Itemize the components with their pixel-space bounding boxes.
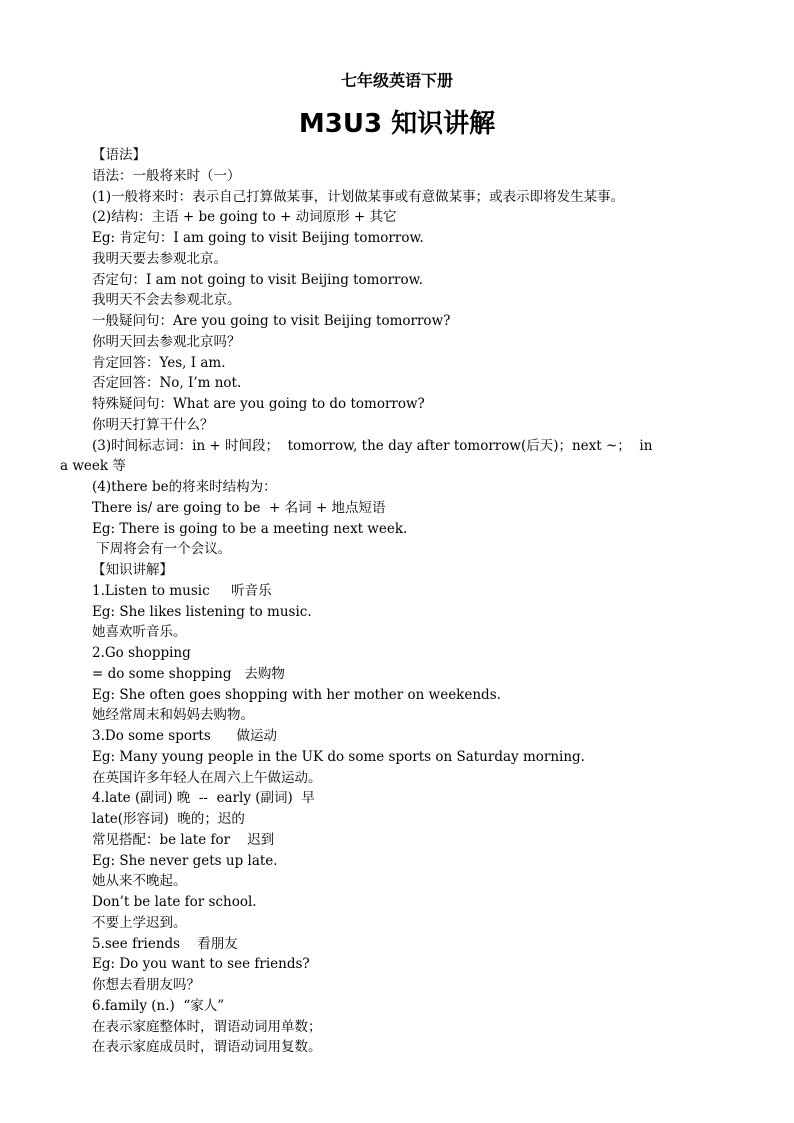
text-line-continuation: a week 等 [60, 458, 126, 475]
text-line: 下周将会有一个会议。 [92, 541, 232, 558]
text-line: (1)一般将来时：表示自己打算做某事，计划做某事或有意做某事；或表示即将发生某事。 [92, 188, 625, 205]
text-line: 否定句：I am not going to visit Beijing tomorrow. [92, 271, 423, 288]
text-line: Don’t be late for school. [92, 894, 257, 910]
section-heading-grammar: 【语法】 [92, 147, 146, 163]
text-line: 你明天打算干什么？ [92, 416, 214, 433]
text-line: Eg: There is going to be a meeting next week. [92, 520, 408, 537]
text-line: late(形容词) 晚的；迟的 [92, 811, 245, 827]
text-line: 一般疑问句：Are you going to visit Beijing tomorrow? [92, 313, 451, 329]
text-line: = do some shopping 去购物 [92, 665, 285, 682]
text-line: 2.Go shopping [92, 645, 191, 661]
text-line: 她经常周末和妈妈去购物。 [92, 707, 254, 724]
text-line: Eg: Many young people in the UK do some sports on Saturday morning. [92, 748, 585, 765]
text-line: 特殊疑问句：What are you going to do tomorrow? [92, 396, 425, 412]
text-line: 你想去看朋友吗？ [92, 977, 200, 993]
text-line: 在英国许多年轻人在周六上午做运动。 [92, 769, 322, 786]
document-subtitle: 七年级英语下册 [340, 71, 453, 90]
text-line: 不要上学迟到。 [92, 914, 187, 931]
text-line: 她从来不晚起。 [92, 873, 187, 890]
text-line: 她喜欢听音乐。 [92, 624, 187, 641]
text-line: 常见搭配：be late for 迟到 [92, 831, 275, 848]
text-line: (4)there be的将来时结构为： [92, 479, 277, 495]
text-line: 否定回答：No, I’m not. [92, 375, 242, 392]
text-line: (3)时间标志词：in + 时间段； tomorrow, the day after tomorrow(后天)；next ~； in [92, 437, 653, 454]
text-line: 5.see friends 看朋友 [92, 935, 238, 952]
document-title: M3U3 知识讲解 [298, 109, 496, 139]
text-line: Eg: 肯定句：I am going to visit Beijing tomorrow. [92, 230, 424, 246]
text-line: There is/ are going to be + 名词 + 地点短语 [92, 499, 386, 516]
text-line: 我明天要去参观北京。 [92, 250, 227, 267]
section-heading-knowledge: 【知识讲解】 [92, 562, 173, 578]
text-line: 在表示家庭整体时，谓语动词用单数； [92, 1018, 322, 1035]
text-line: 语法：一般将来时（一） [92, 167, 241, 184]
text-line: (2)结构：主语 + be going to + 动词原形 + 其它 [92, 209, 397, 226]
text-line: 肯定回答：Yes, I am. [92, 354, 226, 371]
text-line: Eg: She often goes shopping with her mother on weekends. [92, 686, 501, 703]
text-line: 你明天回去参观北京吗？ [92, 333, 241, 350]
text-line: 6.family (n.) “家人” [92, 997, 225, 1014]
text-line: 3.Do some sports 做运动 [92, 728, 278, 744]
text-line: Eg: She never gets up late. [92, 852, 278, 869]
document-body [60, 145, 752, 1058]
text-line: 4.late (副词) 晚 -- early (副词) 早 [92, 790, 315, 807]
text-line: Eg: Do you want to see friends? [92, 956, 310, 973]
text-line: 在表示家庭成员时，谓语动词用复数。 [92, 1039, 322, 1056]
text-line: Eg: She likes listening to music. [92, 603, 312, 620]
text-line: 1.Listen to music 听音乐 [92, 582, 272, 599]
text-line: 我明天不会去参观北京。 [92, 292, 241, 309]
